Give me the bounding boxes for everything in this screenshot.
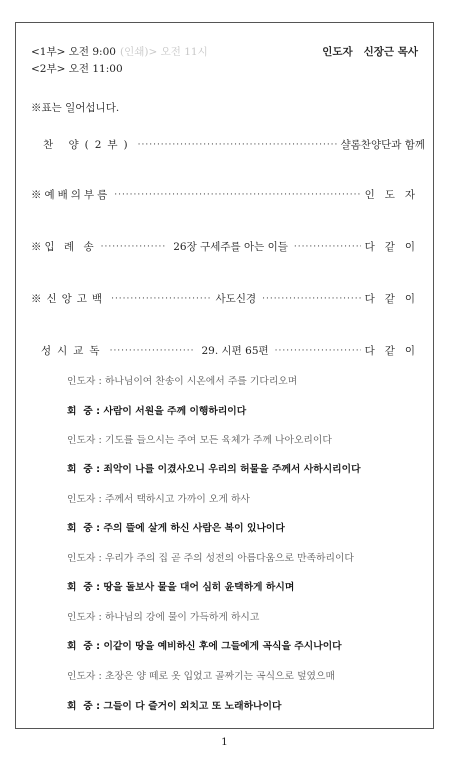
responsive-line: 인도자 : 하나님의 강에 물이 가득하게 하시고 bbox=[67, 612, 260, 623]
dot-leader bbox=[114, 190, 360, 200]
responsive-line: 인도자 : 우리가 주의 집 곧 주의 성전의 아름다움으로 만족하리이다 bbox=[67, 553, 354, 564]
dot-leader bbox=[294, 242, 361, 252]
order-item-processional bbox=[31, 239, 425, 254]
dot-leader bbox=[111, 294, 209, 304]
order-middle: 사도신경 bbox=[215, 293, 257, 305]
order-item-call-to-worship bbox=[31, 187, 425, 202]
order-label: ※입 례 송 bbox=[31, 241, 97, 253]
order-middle: 26장 구세주를 아는 이들 bbox=[173, 241, 288, 253]
order-label: ※예배의부름 bbox=[31, 189, 111, 201]
dot-leader bbox=[101, 242, 168, 252]
order-right: 다같이 bbox=[364, 293, 425, 305]
responsive-line: 인도자 : 초장은 양 떼로 옷 입었고 골짜기는 곡식으로 덮였으매 bbox=[67, 671, 335, 682]
responsive-line: 회 중 : 사람이 서원을 주께 이행하리이다 bbox=[67, 406, 247, 417]
service-second-time: <2부> 오전 11:00 bbox=[31, 63, 123, 75]
service-first-time bbox=[31, 44, 208, 59]
order-item-responsive-reading bbox=[31, 343, 425, 358]
order-right: 다같이 bbox=[364, 241, 425, 253]
standing-note: ※표는 일어섭니다. bbox=[31, 102, 120, 114]
responsive-line: 회 중 : 주의 뜰에 살게 하신 사람은 복이 있나이다 bbox=[67, 523, 285, 534]
dot-leader bbox=[262, 294, 360, 304]
responsive-line: 인도자 : 주께서 택하시고 가까이 오게 하사 bbox=[67, 494, 250, 505]
responsive-line: 회 중 : 땅을 돌보사 물을 대어 심히 윤택하게 하시며 bbox=[67, 582, 295, 593]
responsive-line: 회 중 : 이같이 땅을 예비하신 후에 그들에게 곡식을 주시나이다 bbox=[67, 641, 342, 652]
order-item-creed bbox=[31, 291, 425, 306]
officiant: 인도자 신장근 목사 bbox=[322, 46, 418, 58]
order-right: 다같이 bbox=[364, 345, 425, 357]
order-label: ※신앙고백 bbox=[31, 293, 108, 305]
responsive-line: 회 중 : 그들이 다 즐거이 외치고 또 노래하나이다 bbox=[67, 701, 282, 712]
service1-text: <1부> 오전 9:00 bbox=[31, 46, 116, 58]
order-item-praise bbox=[31, 137, 425, 152]
dot-leader bbox=[138, 140, 337, 150]
page-number: 1 bbox=[221, 736, 228, 748]
order-middle: 29. 시편 65편 bbox=[201, 345, 269, 357]
responsive-line: 인도자 : 기도를 들으시는 주여 모든 육체가 주께 나아오리이다 bbox=[67, 435, 332, 446]
order-label: 성시교독 bbox=[41, 345, 106, 357]
service1-faded-text: (인쇄)> 오전 11시 bbox=[119, 46, 208, 58]
dot-leader bbox=[275, 346, 361, 356]
responsive-line: 회 중 : 죄악이 나를 이겼사오니 우리의 허물을 주께서 사하시리이다 bbox=[67, 464, 361, 475]
dot-leader bbox=[110, 346, 196, 356]
order-right: 인도자 bbox=[364, 189, 425, 201]
responsive-line: 인도자 : 하나님이여 찬송이 시온에서 주를 기다리오며 bbox=[67, 376, 298, 387]
order-right: 샬롬찬양단과 함께 bbox=[340, 139, 425, 151]
order-label: 찬 양(2부) bbox=[43, 139, 134, 151]
